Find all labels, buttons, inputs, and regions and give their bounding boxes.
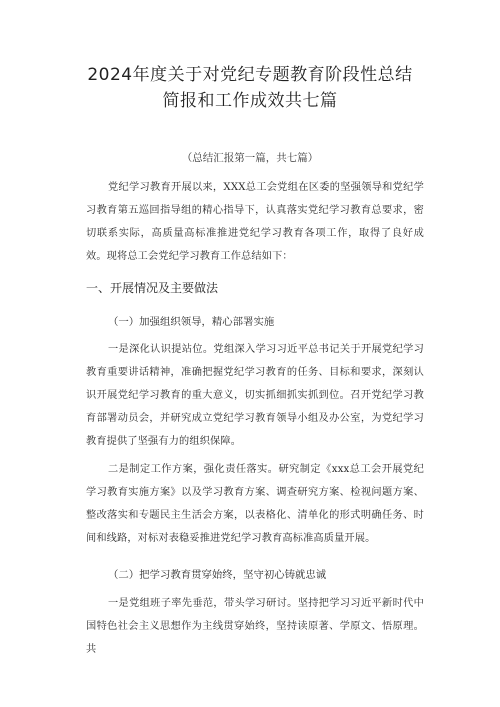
document-title	[40, 62, 460, 114]
section-heading-1: 一、开展情况及主要做法	[86, 281, 219, 295]
paragraph-2: 二是制定工作方案，强化责任落实。研究制定《xxx总工会开展党纪学习教育实施方案》以及学习教育方案、调查研究方案、检视问题方案、整改落实和专题民主生活会方案，以表格化、清单化的形式明确任务、时间和线路，对标对表稳妥推进党纪学习教育高标准高质量开展。	[86, 464, 424, 544]
document-subtitle: （总结汇报第一篇，共七篇）	[181, 152, 319, 164]
title-line-2: 简报和工作成效共七篇	[162, 91, 338, 111]
title-line-1: 2024年度关于对党纪专题教育阶段性总结	[87, 65, 413, 85]
intro-paragraph: 党纪学习教育开展以来，XXX总工会党组在区委的坚强领导和党纪学习教育第五巡回指导组的精心指导下，认真落实党纪学习教育总要求，密切联系实际，高质量高标准推进党纪学习教育各项工作，取得了良好成效。现将总工会党纪学习教育工作总结如下：	[86, 182, 424, 262]
paragraph-3: 一是党组班子率先垂范，带头学习研讨。坚持把学习习近平新时代中国特色社会主义思想作为主线贯穿始终，坚持读原著、学原文、悟原理。共	[86, 598, 424, 655]
subsection-heading-2: （二）把学习教育贯穿始终，坚守初心铸就忠诚	[108, 569, 327, 581]
paragraph-1: 一是深化认识提站位。党组深入学习习近平总书记关于开展党纪学习教育重要讲话精神，准确把握党纪学习教育的任务、目标和要求，深刻认识开展党纪学习教育的重大意义，切实抓细抓实抓到位。召开党纪学习教育部署动员会，并研究成立党纪学习教育领导小组及办公室，为党纪学习教育提供了坚强有力的组织保障。	[86, 344, 424, 447]
subsection-heading-1: （一）加强组织领导，精心部署实施	[108, 316, 275, 328]
